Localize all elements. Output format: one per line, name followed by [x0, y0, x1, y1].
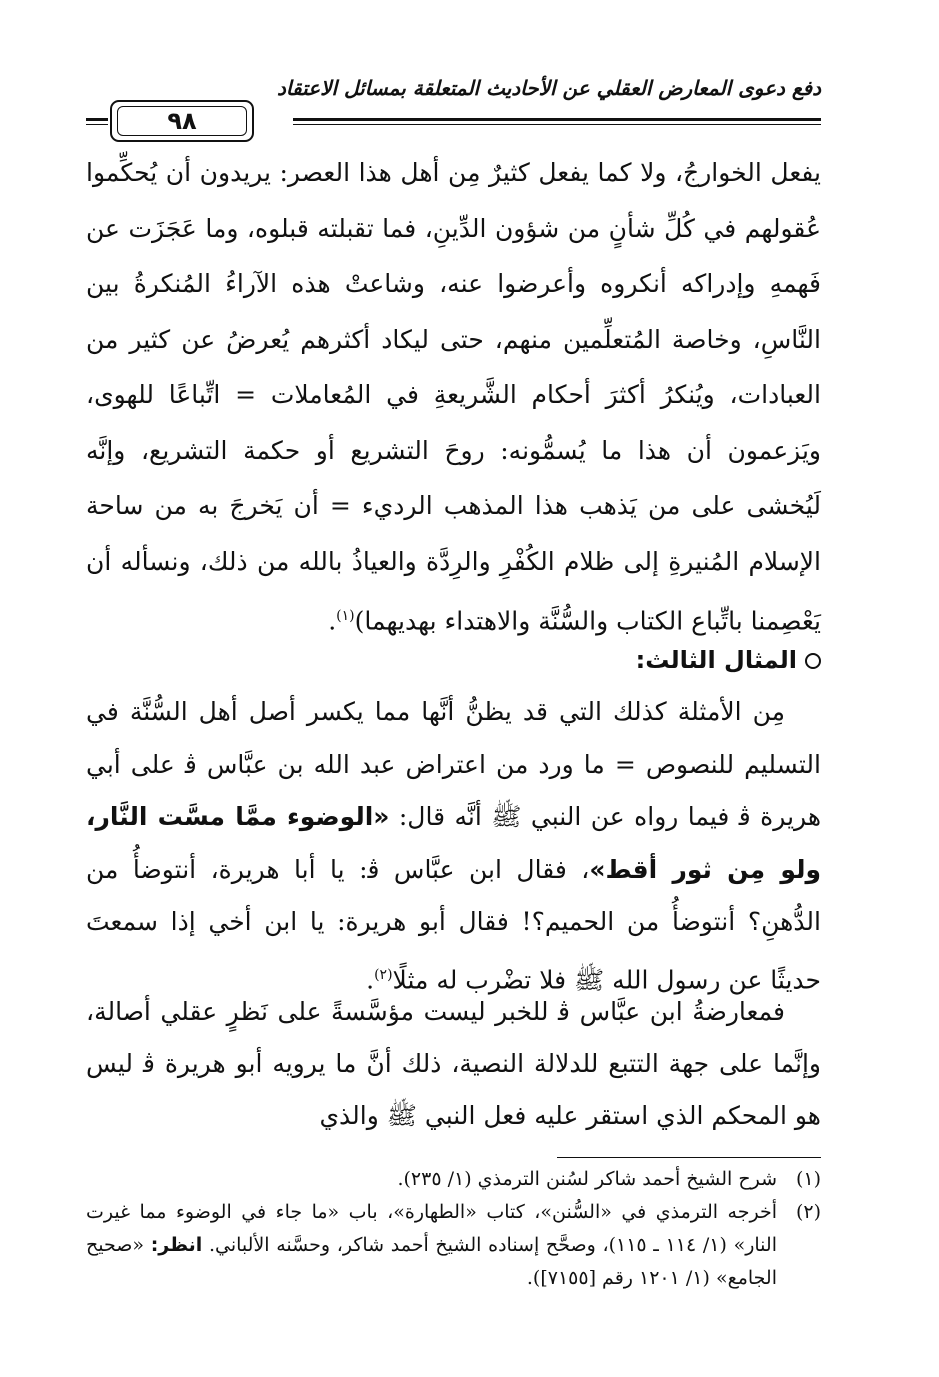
page-number-frame [110, 100, 254, 142]
footnote-1 [86, 1163, 821, 1196]
footnote-ref-1: (١) [336, 608, 355, 624]
header-rule-left-thin [86, 124, 108, 125]
page-number: ٩٨ [117, 106, 247, 136]
paragraph-2-text-b: ، فقال ابن عبَّاس ﭬ: يا أبا هريرة، أنتوضأُ من الدُّهنِ؟ أنتوضأُ من الحميم؟! فقال أبو هريرة: يا ابن أخي إذا سمعتَ حديثًا عن رسول الله ﷺ فلا تضْرب له مثلًا [86, 854, 821, 994]
paragraph-1-text: يفعل الخوارجُ، ولا كما يفعل كثيرٌ مِن أهل هذا العصر: يريدون أن يُحكِّموا عُقولهم في كُلِّ شأنٍ من شؤون الدِّينِ، فما تقبلته قبلوه، وما عَجَزَت عن فَهمهِ وإدراكه أنكروه وأعرضوا عنه، وشاعتْ هذه الآراءُ المُنكرةُ بين النَّاسِ، وخاصة المُتعلِّمين منهم، حتى ليكاد أكثرهم يُعرضُ عن كثير من العبادات، ويُنكرُ أكثرَ أحكام الشَّريعةِ في المُعاملات = اتِّباعًا للهوى، ويَزعمون أن هذا ما يُسمُّونه: روحَ التشريع أو حكمة التشريع، وإنَّه لَيُخشى على من يَذهب هذا المذهب الرديء = أن يَخرجَ به من ساحة الإسلام المُنيرةِ إلى ظلام الكُفْرِ والرِدَّة والعياذُ بالله من ذلك، ونسأله أن يَعْصِمنا باتِّباع الكتاب والسُّنَّة والاهتداء بهديهما) [86, 158, 821, 636]
page-header [86, 60, 821, 140]
header-rule-thin [293, 124, 821, 125]
heading-text: المثال الثالث: [635, 646, 797, 674]
paragraph-2 [86, 686, 821, 1006]
footnote-text-main: أخرجه الترمذي في «السُّنن»، كتاب «الطهارة»، باب «ما جاء في الوضوء مما غيرت النار» (١/ ١١٤ ـ ١١٥)، وصحَّح إسناده الشيخ أحمد شاكر، وحسَّنه الألباني. [86, 1201, 777, 1256]
section-heading [86, 640, 821, 680]
footnote-text-tail: «صحيح الجامع» (١/ ١٢٠١ رقم [٧١٥٥]). [86, 1234, 777, 1289]
paragraph-2-end: . [366, 964, 375, 994]
footnote-see-label: انظر: [150, 1234, 203, 1256]
paragraph-1 [86, 145, 821, 649]
paragraph-3: فمعارضةُ ابن عبَّاس ﭬ للخبر ليست مؤسَّسةً على نَظرٍ عقلي أصالة، وإنَّما على جهة التتبع للدلالة النصية، ذلك أنَّ ما يرويه أبو هريرة ﭬ ليس هو المحكم الذي استقر عليه فعل النبي ﷺ والذي [86, 997, 821, 1130]
footnote-2 [86, 1196, 821, 1295]
footnote-number: (٢) [795, 1201, 821, 1223]
header-rule-left [86, 118, 108, 121]
footnote-text: شرح الشيخ أحمد شاكر لسُنن الترمذي (١/ ٢٣٥). [397, 1168, 777, 1190]
circle-bullet-icon [805, 653, 821, 669]
running-title: دفع دعوى المعارض العقلي عن الأحاديث المتعلقة بمسائل الاعتقاد [276, 76, 821, 100]
hadith-quote: «الوضوء ممَّا مسَّت النَّار، ولو مِن ثور أقط» [86, 802, 821, 884]
footnote-number: (١) [795, 1168, 821, 1190]
paragraph-1-end: . [328, 606, 337, 636]
paragraph-2-text-a: مِن الأمثلة كذلك التي قد يظنُّ أنَّها مما يكسر أصل أهل السُّنَّة في التسليم للنصوص = ما ورد من اعتراض عبد الله بن عبَّاس ﭬ على أبي هريرة ﭬ فيما رواه عن النبي ﷺ أنَّه قال: [86, 697, 822, 831]
footnote-ref-2: (٢) [374, 966, 393, 983]
footnote-separator [557, 1157, 821, 1158]
header-rule [293, 118, 821, 121]
footnote-text [86, 1196, 777, 1295]
footnotes [86, 1163, 821, 1295]
